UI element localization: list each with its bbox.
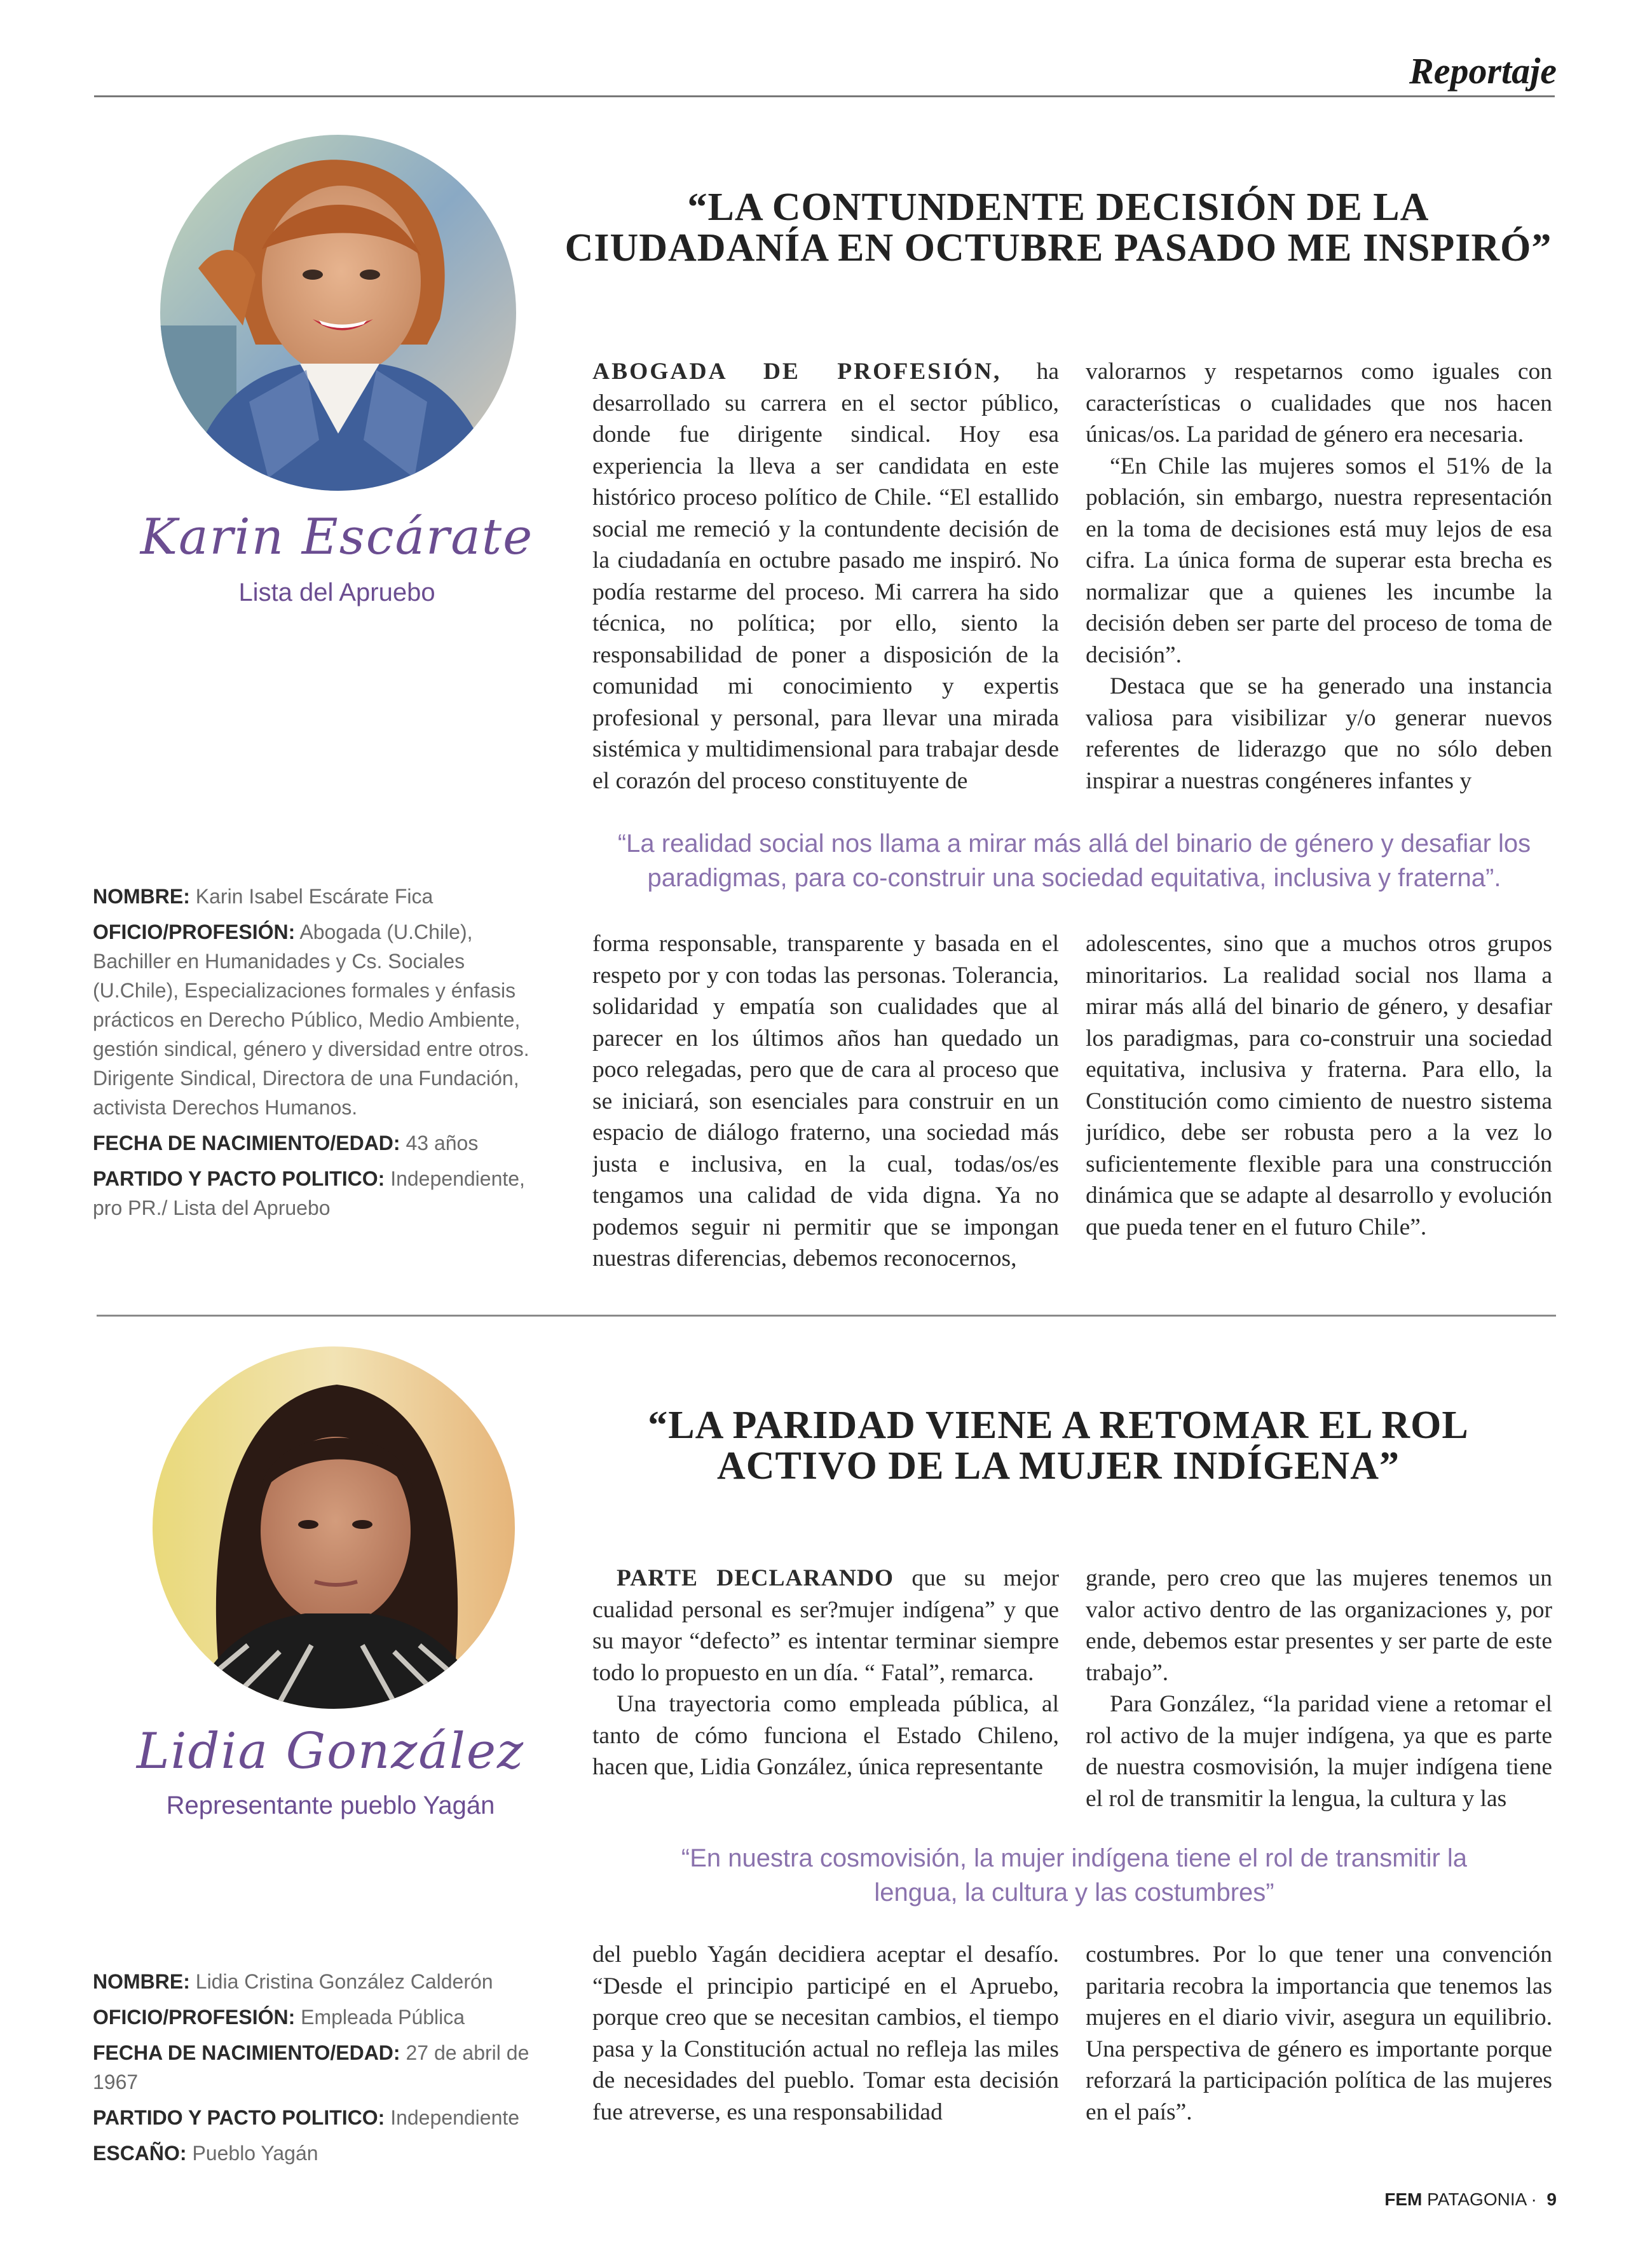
article1-quote-line1: “La realidad social nos llama a mirar más allá del binario de género y desafiar los (617, 830, 1531, 858)
article1-col3-text: forma responsable, transparente y basada en el respeto por y con todas las personas. Tolerancia, solidaridad y empatía son cualidades que al parecer en los últimos años han quedado un poco relegadas, pero que de cara al proceso que se iniciará, son esenciales para construir en un espacio de diálogo fraterno, una sociedad más justa e inclusiva, en la cual, todas/os/es tengamos una calidad de vida digna. Ya no podemos seguir ni permitir que se impongan nuestras diferencias, debemos reconocernos, (592, 931, 1059, 1271)
portrait-karin-image (160, 135, 516, 491)
article2-headline-line1: “LA PARIDAD VIENE A RETOMAR EL ROL (648, 1404, 1469, 1447)
article1-col4-text: adolescentes, sino que a muchos otros grupos minoritarios. La realidad social nos llama a mirar más allá del binario de género, y desafiar los paradigmas, para co-construir una sociedad equitativa, inclusiva y fraterna. Para ello, la Constitución como cimiento de nuestro sistema jurídico, debe ser robusta pero a la vez lo suficientemente flexible para una construcción dinámica que se adapte al desarrollo y evolución que pueda tener en el futuro Chile”. (1086, 931, 1552, 1240)
article2-quote-line1: “En nuestra cosmovisión, la mujer indígena tiene el rol de transmitir la (681, 1844, 1468, 1872)
article1-name-signature: Karin Escárate (140, 509, 534, 566)
article2-quote-line2: lengua, la cultura y las costumbres” (874, 1879, 1274, 1907)
article2-lead: PARTE DECLARANDO (617, 1565, 894, 1591)
fact-escano: ESCAÑO: Pueblo Yagán (93, 2142, 318, 2165)
fact-partido: PARTIDO Y PACTO POLITICO: Independiente, pro PR./ Lista del Apruebo (93, 1167, 525, 1219)
article1-col1-text: ha desarrollado su carrera en el sector público, donde fue dirigente sindical. Hoy esa experiencia la lleva a ser candidata en este histórico proceso político de Chile. “El estallido social me remeció y la contundente decisión de la ciudadanía en octubre pasado me inspiró. No podía restarme del proceso. Mi carrera ha sido técnica, no política; por ello, siento la responsabilidad de poner a disposición de la comunidad mi conocimiento y expertis profesional y personal, para llevar una mirada sistémica y multidimensional para trabajar desde el corazón del proceso constituyente de (592, 359, 1059, 794)
article1-col2-p3: Destaca que se ha generado una instancia valiosa para visibilizar y/o generar nuevos referentes de liderazgo que no sólo deben inspirar a nuestras congéneres infantes y (1086, 673, 1552, 794)
footer-publication: PATAGONIA · (1427, 2189, 1537, 2209)
article1-quote-line2: paradigmas, para co-construir una sociedad equitativa, inclusiva y fraterna”. (647, 864, 1501, 892)
article1-headline-line1: “LA CONTUNDENTE DECISIÓN DE LA (687, 186, 1430, 229)
page-footer (1384, 2189, 1557, 2210)
article2-pull-quote (572, 1841, 1576, 1910)
article2-column2 (1086, 1563, 1552, 1817)
section-divider (97, 1315, 1556, 1317)
article1-headline (547, 187, 1570, 268)
portrait-lidia (153, 1346, 515, 1709)
article2-col1-p2: Una trayectoria como empleada pública, al tanto de cómo funciona el Estado Chileno, hacen que, Lidia González, única representante (592, 1691, 1059, 1780)
portrait-lidia-image (153, 1346, 515, 1709)
article1-facts (93, 882, 531, 1229)
article2-col3-text: del pueblo Yagán decidiera aceptar el desafío. “Desde el principio participé en el Apruebo, porque creo que se necesitan cambios, el tiempo pasa y la Constitución actual no refleja las miles de necesidades del pueblo. Tomar esta decisión fue atreverse, es una responsabilidad (592, 1941, 1059, 2125)
article2-column1 (592, 1563, 1059, 1817)
article2-name-signature: Lidia González (136, 1723, 525, 1780)
article1-lead: ABOGADA DE PROFESIÓN, (592, 359, 1002, 385)
article2-headline-line2: ACTIVO DE LA MUJER INDÍGENA” (717, 1444, 1400, 1488)
article1-column3 (592, 928, 1059, 1284)
page-number: 9 (1546, 2189, 1557, 2209)
article2-column3 (592, 1939, 1059, 2130)
article1-column2 (1086, 356, 1552, 801)
fact-nacimiento: FECHA DE NACIMIENTO/EDAD: 27 de abril de 1967 (93, 2041, 529, 2093)
article1-column4 (1086, 928, 1552, 1284)
article1-col2-p1: valorarnos y respetarnos como iguales con características o cualidades que nos hacen únicas/os. La paridad de género era necesaria. (1086, 359, 1552, 448)
article2-col2-p1: grande, pero creo que las mujeres tenemos un valor activo dentro de las organizaciones y, por ende, debemos estar presentes y ser parte de este trabajo”. (1086, 1565, 1552, 1686)
fact-oficio: OFICIO/PROFESIÓN: Abogada (U.Chile), Bachiller en Humanidades y Cs. Sociales (U.Chile), Especializaciones formales y énfasis prácticos en Derecho Público, Medio Ambiente, gestión sindical, género y diversidad entre otros. Dirigente Sindical, Directora de una Fundación, activista Derechos Humanos. (93, 921, 529, 1119)
article1-headline-line2: CIUDADANÍA EN OCTUBRE PASADO ME INSPIRÓ” (564, 226, 1552, 270)
article1-col2-p2: “En Chile las mujeres somos el 51% de la población, sin embargo, nuestra representación en la toma de decisiones está muy lejos de esa cifra. La única forma de superar esta brecha es normalizar que a quienes les incumbe la decisión deben ser parte del proceso de toma de decisión”. (1086, 453, 1552, 668)
article2-col1-text: que su mejor cualidad personal es ser?mujer indígena” y que su mayor “defecto” es intentar terminar siempre todo lo propuesto en un día. “ Fatal”, remarca. (592, 1565, 1059, 1686)
article2-facts (93, 1967, 576, 2174)
fact-partido: PARTIDO Y PACTO POLITICO: Independiente (93, 2106, 520, 2129)
footer-brand: FEM (1384, 2189, 1423, 2209)
article1-pull-quote (572, 826, 1576, 895)
article2-subtitle: Representante pueblo Yagán (166, 1791, 495, 1819)
fact-oficio: OFICIO/PROFESIÓN: Empleada Pública (93, 2006, 465, 2029)
article2-column4 (1086, 1939, 1552, 2130)
article2-col4-text: costumbres. Por lo que tener una convención paritaria recobra la importancia que tenemos las mujeres en el diario vivir, asegura un equilibrio. Una perspectiva de género es importante porque reforzará la participación política de las mujeres en el país”. (1086, 1941, 1552, 2125)
fact-nombre: NOMBRE: Karin Isabel Escárate Fica (93, 885, 433, 908)
article2-col2-p2: Para González, “la paridad viene a retomar el rol activo de la mujer indígena, ya que es parte de nuestra cosmovisión, la mujer indígena tiene el rol de transmitir la lengua, la cultura y las (1086, 1691, 1552, 1812)
section-label: Reportaje (1409, 50, 1557, 92)
article2-headline (547, 1405, 1570, 1486)
header-rule (94, 95, 1555, 97)
portrait-karin (160, 135, 516, 491)
fact-nombre: NOMBRE: Lidia Cristina González Calderón (93, 1970, 493, 1993)
article1-column1 (592, 356, 1059, 801)
article1-subtitle: Lista del Apruebo (238, 579, 435, 606)
fact-nacimiento: FECHA DE NACIMIENTO/EDAD: 43 años (93, 1132, 479, 1154)
